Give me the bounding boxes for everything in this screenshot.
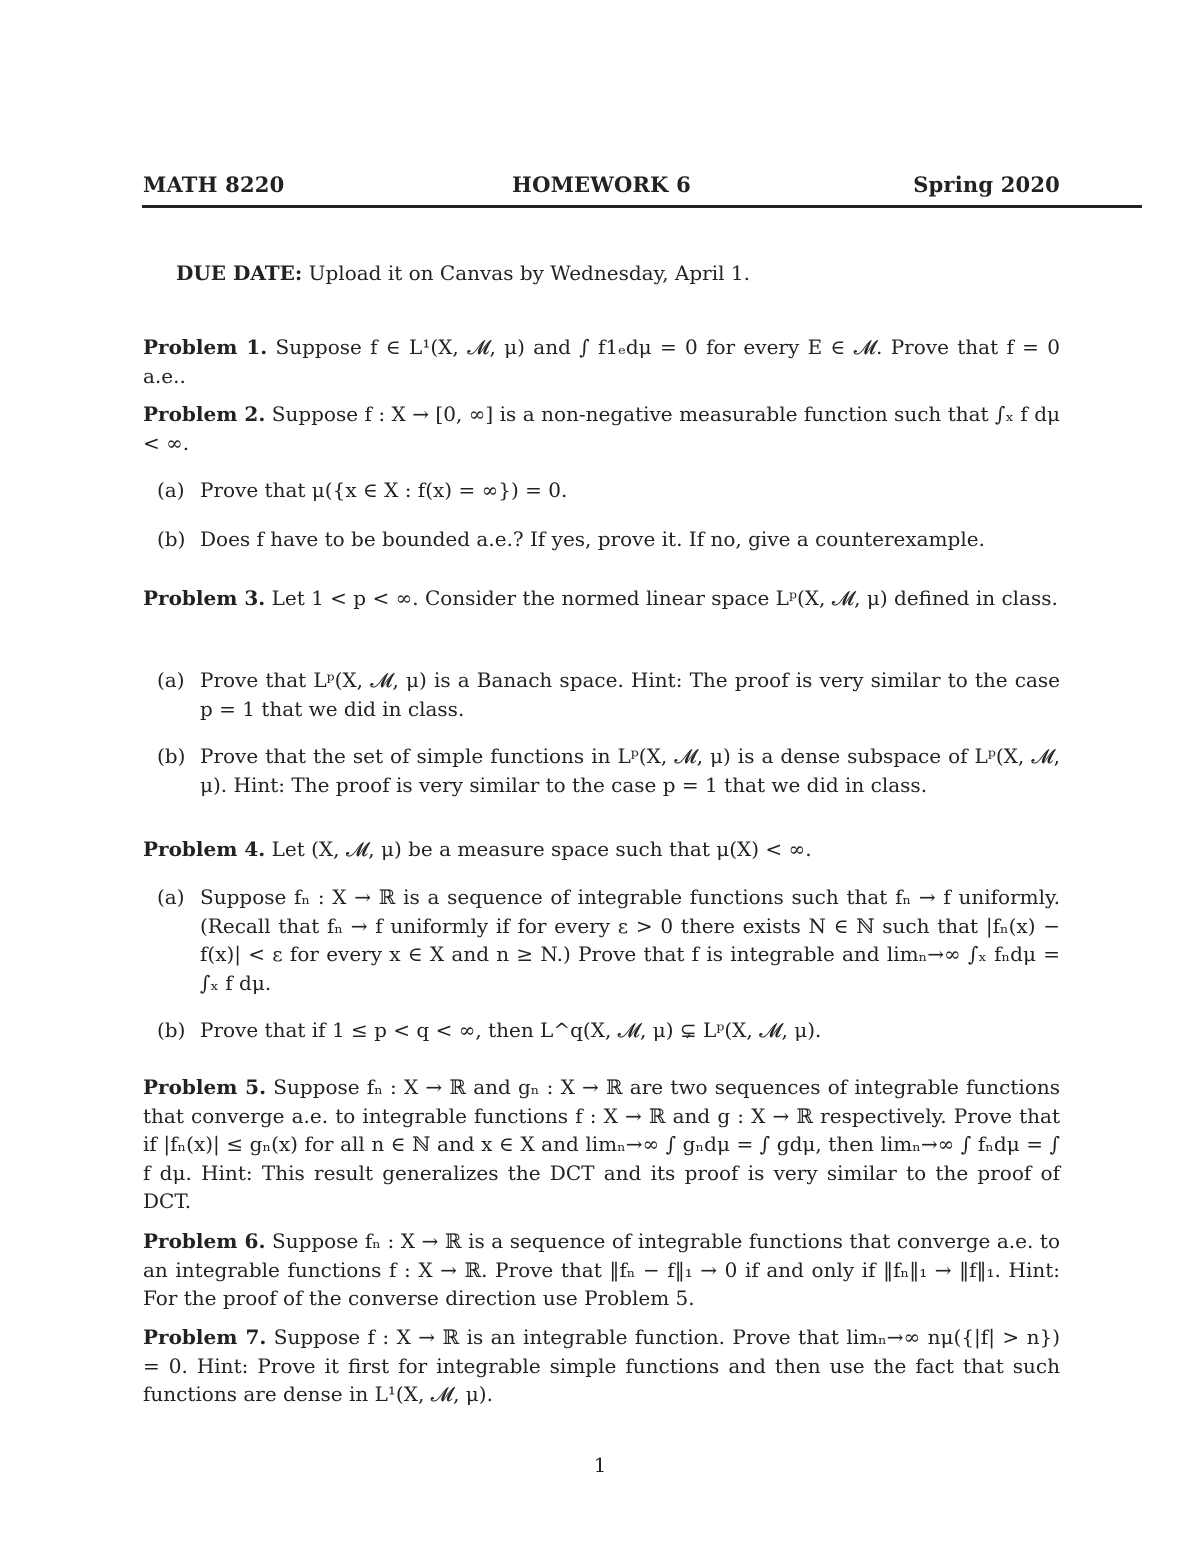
- problem-label: Problem 1.: [143, 335, 268, 359]
- problem-label: Problem 5.: [143, 1075, 267, 1099]
- page-header: [143, 172, 1060, 202]
- due-text: Upload it on Canvas by Wednesday, April 1.: [302, 261, 750, 285]
- header-rule: [142, 205, 1142, 208]
- problem-7: [143, 1323, 1060, 1409]
- part-text: Does f have to be bounded a.e.? If yes, prove it. If no, give a counterexample.: [200, 527, 985, 551]
- problem-text: Let (X, 𝓜, μ) be a measure space such that μ(X) < ∞.: [265, 837, 812, 861]
- page-title: HOMEWORK 6: [512, 172, 691, 197]
- part-marker: (a): [157, 478, 185, 502]
- problem-text: Suppose f : X → ℝ is an integrable function. Prove that limₙ→∞ nμ({|f| > n}) = 0. Hint: Prove it first for integrable simple functions and then use the fact that such functions are dense in L¹(X, 𝓜, μ).: [143, 1325, 1060, 1406]
- part-marker: (b): [157, 744, 186, 768]
- part-text: Prove that μ({x ∈ X : f(x) = ∞}) = 0.: [200, 478, 568, 502]
- term: Spring 2020: [913, 172, 1060, 197]
- problem-label: Problem 7.: [143, 1325, 267, 1349]
- due-label: DUE DATE:: [176, 261, 303, 285]
- problem-5: [143, 1073, 1060, 1216]
- problem-3: [143, 584, 1060, 613]
- page-number: 1: [593, 1453, 607, 1477]
- part-marker: (b): [157, 527, 186, 551]
- problem-label: Problem 3.: [143, 586, 266, 610]
- problem-label: Problem 6.: [143, 1229, 266, 1253]
- problem-label: Problem 4.: [143, 837, 266, 861]
- part-marker: (b): [157, 1018, 186, 1042]
- part-text: Prove that if 1 ≤ p < q < ∞, then L^q(X, 𝓜, μ) ⊊ Lᵖ(X, 𝓜, μ).: [200, 1018, 822, 1042]
- problem-text: Suppose f : X → [0, ∞] is a non-negative measurable function such that ∫ₓ f dμ < ∞.: [143, 402, 1060, 455]
- problem-4: [143, 835, 1060, 864]
- part-text: Suppose fₙ : X → ℝ is a sequence of integrable functions such that fₙ → f uniformly. (Recall that fₙ → f uniformly if for every ε > 0 there exists N ∈ ℕ such that |fₙ(x) − f(x)| < ε for every x ∈ X and n ≥ N.) Prove that f is integrable and limₙ→∞ ∫ₓ fₙdμ = ∫ₓ f dμ.: [200, 885, 1060, 995]
- part-text: Prove that Lᵖ(X, 𝓜, μ) is a Banach space. Hint: The proof is very similar to the case p = 1 that we did in class.: [200, 668, 1060, 721]
- problem-text: Suppose fₙ : X → ℝ is a sequence of integrable functions that converge a.e. to an integrable functions f : X → ℝ. Prove that ‖fₙ − f‖₁ → 0 if and only if ‖fₙ‖₁ → ‖f‖₁. Hint: For the proof of the converse direction use Problem 5.: [143, 1229, 1060, 1310]
- problem-2: [143, 400, 1060, 457]
- problem-label: Problem 2.: [143, 402, 266, 426]
- part-marker: (a): [157, 668, 185, 692]
- problem-text: Suppose fₙ : X → ℝ and gₙ : X → ℝ are two sequences of integrable functions that converge a.e. to integrable functions f : X → ℝ and g : X → ℝ respectively. Prove that if |fₙ(x)| ≤ gₙ(x) for all n ∈ ℕ and x ∈ X and limₙ→∞ ∫ gₙdμ = ∫ gdμ, then limₙ→∞ ∫ fₙdμ = ∫ f dμ. Hint: This result generalizes the DCT and its proof is very similar to the proof of DCT.: [143, 1075, 1061, 1213]
- problem-text: Suppose f ∈ L¹(X, 𝓜, μ) and ∫ f1ₑdμ = 0 for every E ∈ 𝓜. Prove that f = 0 a.e..: [143, 335, 1060, 388]
- problem-6: [143, 1227, 1060, 1313]
- part-text: Prove that the set of simple functions in Lᵖ(X, 𝓜, μ) is a dense subspace of Lᵖ(X, 𝓜, μ). Hint: The proof is very similar to the case p = 1 that we did in class.: [200, 744, 1060, 797]
- course-code: MATH 8220: [143, 172, 285, 197]
- problem-text: Let 1 < p < ∞. Consider the normed linear space Lᵖ(X, 𝓜, μ) defined in class.: [265, 586, 1058, 610]
- part-marker: (a): [157, 885, 185, 909]
- due-date: [176, 259, 1060, 288]
- problem-1: [143, 333, 1060, 390]
